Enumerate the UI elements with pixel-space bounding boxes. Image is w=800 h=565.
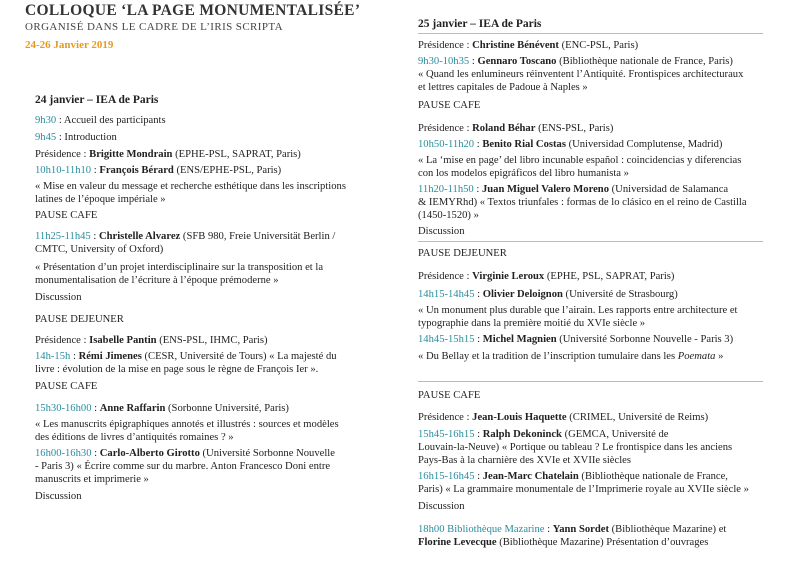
program-entry [418,138,741,180]
day-heading: 25 janvier – IEA de Paris [418,18,542,30]
speaker-affiliation: (GEMCA, Université de [561,429,669,440]
talk-title: « Mise en valeur du message et recherche esthétique dans les inscriptions [35,181,346,192]
speaker-name: Michel Magnien [482,334,557,345]
entry-time: 9h45 [35,132,57,143]
entry-time: 15h30-16h00 [35,403,92,414]
entry-separator: : [473,184,482,195]
chair-line [35,148,301,161]
chair-affiliation: (ENC-PSL, Paris) [558,40,639,51]
speaker-affiliation-2: (Bibliothèque Mazarine) Présentation d’ouvrages [496,537,709,548]
speaker-affiliation: (CESR, Université de Tours) « La majesté du [141,351,337,362]
speaker-name: Rémi Jimenes [78,351,142,362]
program-entry [418,428,732,467]
divider [418,241,763,242]
speaker-name-2: Florine Levecque [418,537,497,548]
chair-affiliation: (CRIMEL, Université de Reims) [566,412,709,423]
talk-title-cont: Pays-Bas à la charnière des XVIe et XVIIe siècles [418,455,631,466]
talk-title-cont: typographie dans la première moitié du XVIe siècle » [418,318,646,329]
speaker-name: François Bérard [99,165,174,176]
entry-time: 14h15-14h45 [418,289,475,300]
entry-time: 14h-15h [35,351,71,362]
talk-title: « Quand les enlumineurs réinventent l’Antiquité. Frontispices architecturaux [418,69,744,80]
colloquium-subtitle: ORGANISÉ DANS LE CADRE DE L’IRIS SCRIPTA [25,21,283,33]
entry-separator: : [91,448,100,459]
program-entry [418,470,749,496]
talk-title-cont: latines de l’époque impériale » [35,194,166,205]
chair-affiliation: (ENS-PSL, Paris) [535,123,614,134]
entry-time: 15h45-16h15 [418,429,475,440]
talk-title-cont: monumentalisation de l’écriture à l’époque prémoderne » [35,275,279,286]
speaker-affiliation: (Bibliothèque Mazarine) et [608,524,727,535]
speaker-affiliation: (ENS/EPHE-PSL, Paris) [173,165,282,176]
program-entry [418,55,743,94]
talk-title: & IEMYRhd) « Textos triunfales : formas de lo clásico en el reino de Castilla [418,197,747,208]
chair-name: Roland Béhar [472,123,536,134]
speaker-name: Anne Raffarin [99,403,166,414]
speaker-name: Benito Rial Costas [482,139,566,150]
discussion: Discussion [35,491,82,502]
talk-title [418,350,733,363]
chair-line [35,334,268,347]
entry-separator: : [544,524,553,535]
program-entry [418,288,737,330]
speaker-affiliation: (Universidad de Salamanca [609,184,729,195]
discussion: Discussion [418,501,465,512]
entry-text: : Introduction [56,132,117,143]
speaker-name: Juan Miguel Valero Moreno [481,184,609,195]
chair-affiliation: (ENS-PSL, IHMC, Paris) [156,335,268,346]
entry-separator: : [469,56,478,67]
entry-time: 16h15-16h45 [418,471,475,482]
chair-label: Présidence : [35,335,90,346]
talk-title: « Un monument plus durable que l’airain. Les rapports entre architecture et [418,305,738,316]
talk-title: « Présentation d’un projet interdisciplinaire sur la transposition et la [35,262,324,273]
entry-separator: : [474,334,483,345]
program-entry [418,523,726,549]
entry-separator: : [474,471,483,482]
speaker-name: Jean-Marc Chatelain [482,471,579,482]
speaker-affiliation: (Bibliothèque nationale de France, [578,471,728,482]
coffee-break: PAUSE CAFE [418,390,481,401]
speaker-name: Carlo-Alberto Girotto [99,448,200,459]
chair-name: Isabelle Pantin [89,335,157,346]
program-entry [418,333,733,363]
talk-title: « La ‘mise en page’ del libro incunable español : coincidencias y diferencias [418,155,742,166]
lunch-break: PAUSE DEJEUNER [35,314,124,325]
talk-title-cont: con los modelos epigráficos del libro humanista » [418,168,629,179]
talk-title: - Paris 3) « Écrire comme sur du marbre. Anton Francesco Doni entre [35,461,331,472]
chair-label: Présidence : [35,149,90,160]
entry-separator: : [70,351,79,362]
talk-title-cont: (1450-1520) » [418,210,479,221]
chair-label: Présidence : [418,123,473,134]
chair-line [418,122,613,135]
talk-title-cont: manuscrits et imprimerie » [35,474,149,485]
entry-time: 9h30 [35,115,57,126]
program-entry [35,402,339,444]
chair-label: Présidence : [418,40,473,51]
program-entry [35,447,335,486]
chair-name: Jean-Louis Haquette [472,412,567,423]
program-entry [35,114,166,127]
speaker-affiliation: (Universidad Complutense, Madrid) [565,139,723,150]
entry-time: 16h00-16h30 [35,448,92,459]
chair-affiliation: (EPHE-PSL, SAPRAT, Paris) [172,149,301,160]
divider [418,33,763,34]
entry-time: 14h45-15h15 [418,334,475,345]
talk-title-cont: et lettres capitales de Padoue à Naples » [418,82,588,93]
speaker-affiliation-cont: CMTC, University of Oxford) [35,244,164,255]
program-entry [35,131,117,144]
speaker-affiliation: (SFB 980, Freie Universität Berlin / [180,231,336,242]
talk-title-cont: des éditions de livres d’antiquités romaines ? » [35,432,234,443]
speaker-name: Olivier Deloignon [482,289,563,300]
discussion: Discussion [35,292,82,303]
entry-time: 11h20-11h50 [418,184,474,195]
speaker-affiliation: (Sorbonne Université, Paris) [165,403,289,414]
program-entry [35,164,346,206]
talk-title: Louvain-la-Neuve) « Portique ou tableau ? Le frontispice dans les anciens [418,442,733,453]
entry-separator: : [91,165,100,176]
lunch-break: PAUSE DEJEUNER [418,248,507,259]
chair-name: Brigitte Mondrain [89,149,173,160]
program-entry [35,350,337,376]
entry-separator: : [474,139,483,150]
speaker-affiliation: (Université Sorbonne Nouvelle [199,448,335,459]
entry-separator: : [474,289,483,300]
chair-affiliation: (EPHE, PSL, SAPRAT, Paris) [544,271,675,282]
speaker-name: Yann Sordet [552,524,609,535]
chair-name: Christine Bénévent [472,40,559,51]
speaker-name: Gennaro Toscano [477,56,557,67]
coffee-break: PAUSE CAFE [418,100,481,111]
speaker-affiliation: (Université Sorbonne Nouvelle - Paris 3) [556,334,734,345]
speaker-name: Ralph Dekoninck [482,429,562,440]
entry-text: : Accueil des participants [56,115,166,126]
entry-time: 10h10-11h10 [35,165,92,176]
entry-separator: : [90,231,99,242]
chair-line [418,270,674,283]
colloquium-title: COLLOQUE ‘LA PAGE MONUMENTALISÉE’ [25,2,361,19]
talk-title-end: » [715,351,724,362]
speaker-affiliation: (Bibliothèque nationale de France, Paris) [556,56,733,67]
discussion: Discussion [418,226,465,237]
talk-title-cont: livre : évolution de la mise en page sous le règne de François Ier ». [35,364,319,375]
entry-time: 9h30-10h35 [418,56,470,67]
colloquium-dates: 24-26 Janvier 2019 [25,39,114,51]
coffee-break: PAUSE CAFE [35,210,98,221]
entry-separator: : [474,429,483,440]
entry-time: 10h50-11h20 [418,139,475,150]
chair-label: Présidence : [418,412,473,423]
talk-title: Paris) « La grammaire monumentale de l’Imprimerie royale au XVIIe siècle » [418,484,749,495]
program-entry [35,230,335,287]
chair-name: Virginie Leroux [472,271,545,282]
entry-time: 18h00 Bibliothèque Mazarine [418,524,545,535]
speaker-name: Christelle Alvarez [98,231,181,242]
day-heading: 24 janvier – IEA de Paris [35,94,159,106]
divider [418,381,763,382]
program-entry [418,183,747,222]
chair-label: Présidence : [418,271,473,282]
talk-title-part: « Du Bellay et la tradition de l’inscription tumulaire dans les [418,351,678,362]
entry-separator: : [91,403,100,414]
coffee-break: PAUSE CAFE [35,381,98,392]
chair-line [418,411,708,424]
chair-line [418,39,638,52]
entry-time: 11h25-11h45 [35,231,91,242]
talk-title-italic: Poemata [677,351,716,362]
speaker-affiliation: (Université de Strasbourg) [562,289,678,300]
talk-title: « Les manuscrits épigraphiques annotés et illustrés : sources et modèles [35,419,339,430]
